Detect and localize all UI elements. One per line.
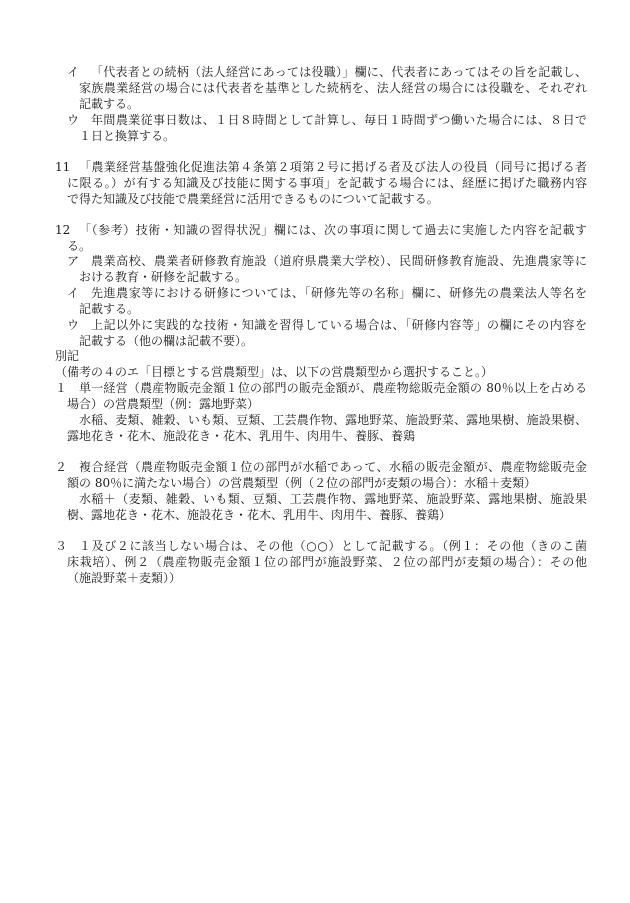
item-label-u: ウ (67, 113, 80, 127)
appendix-heading: 別記 (55, 349, 80, 363)
note-12-item-a-line-2: おける教育・研修を記載する。 (79, 270, 248, 284)
farming-type-1-list-line-1: 水稲、麦類、雑穀、いも類、豆類、工芸農作物、露地野菜、施設野菜、露地果樹、施設果樹、 (79, 413, 587, 427)
item-u-line-1: 年間農業従事日数は、１日８時間として計算し、毎日１時間ずつ働いた場合には、８日で (91, 113, 587, 127)
note-12-number: 12 (55, 223, 71, 237)
item-i-line-3: 記載する。 (79, 97, 140, 111)
farming-type-1-number: １ (55, 381, 68, 395)
note-11-line-2: に限る。）が有する知識及び技能に関する事項」を記載する場合には、経歴に掲げた職務内容 (67, 176, 587, 190)
note-12-item-label-i: イ (67, 286, 80, 300)
farming-type-2-list-line-1: 水稲＋（麦類、雑穀、いも類、豆類、工芸農作物、露地野菜、施設野菜、露地果樹、施設果 (79, 492, 587, 506)
item-u-line-2: １日と換算する。 (79, 129, 176, 143)
note-11-line-3: で得た知識及び技能で農業経営に活用できるものについて記載する。 (67, 192, 439, 206)
item-label-i: イ (67, 65, 80, 79)
note-12-item-u-line-2: 記載する（他の欄は記載不要）。 (79, 334, 254, 348)
note-12-item-label-a: ア (67, 254, 80, 268)
farming-type-1-list-line-2: 露地花き・花木、施設花き・花木、乳用牛、肉用牛、養豚、養鶏 (67, 429, 416, 443)
appendix-intro: （備考の４のエ「目標とする営農類型」は、以下の営農類型から選択すること。） (55, 365, 494, 379)
note-12-item-i-line-2: 記載する。 (79, 302, 140, 316)
farming-type-2-list-line-2: 樹、露地花き・花木、施設花き・花木、乳用牛、肉用牛、養豚、養鶏） (67, 508, 452, 522)
note-12-item-u-line-1: 上記以外に実践的な技術・知識を習得している場合は、「研修内容等」の欄にその内容を (91, 318, 587, 332)
note-11-line-1: 「農業経営基盤強化促進法第４条第２項第２号に掲げる者及び法人の役員（同号に掲げる者 (79, 160, 587, 174)
note-12-item-a-line-1: 農業高校、農業者研修教育施設（道府県農業大学校）、民間研修教育施設、先進農家等に (91, 254, 587, 268)
farming-type-3-number: ３ (55, 539, 68, 553)
farming-type-3-line-3: （施設野菜＋麦類）） (67, 571, 182, 585)
farming-type-1-line-1: 単一経営（農産物販売金額１位の部門の販売金額が、農産物総販売金額の 80％以上を占める (79, 381, 587, 395)
note-12-line-1: 「（参考）技術・知識の習得状況」欄には、次の事項に関して過去に実施した内容を記載す (79, 223, 587, 237)
item-i-line-2: 家族農業経営の場合には代表者を基準とした続柄を、法人経営の場合には役職を、それぞれ (79, 81, 587, 95)
farming-type-2-line-1: 複合経営（農産物販売金額１位の部門が水稲であって、水稲の販売金額が、農産物総販売金 (79, 460, 587, 474)
farming-type-2-line-2: 額の 80％に満たない場合）の営農類型（例（２位の部門が麦類の場合）：水稲＋麦類） (67, 476, 537, 490)
farming-type-3-line-2: 床栽培）、例２（農産物販売金額１位の部門が施設野菜、２位の部門が麦類の場合）：その他 (67, 555, 587, 569)
note-11-number: 11 (55, 160, 71, 174)
note-12-line-2: る。 (67, 239, 92, 253)
note-12-item-i-line-1: 先進農家等における研修については、「研修先等の名称」欄に、研修先の農業法人等名を (91, 286, 587, 300)
farming-type-2-number: ２ (55, 460, 68, 474)
note-12-item-label-u: ウ (67, 318, 80, 332)
item-i-line-1: 「代表者との続柄（法人経営にあっては役職）」欄に、代表者にあってはその旨を記載し、 (91, 65, 587, 79)
farming-type-1-line-2: 場合）の営農類型（例：露地野菜） (67, 397, 260, 411)
farming-type-3-line-1: １及び２に該当しない場合は、その他（○○）として記載する。（例１：その他（きのこ菌 (79, 539, 587, 553)
